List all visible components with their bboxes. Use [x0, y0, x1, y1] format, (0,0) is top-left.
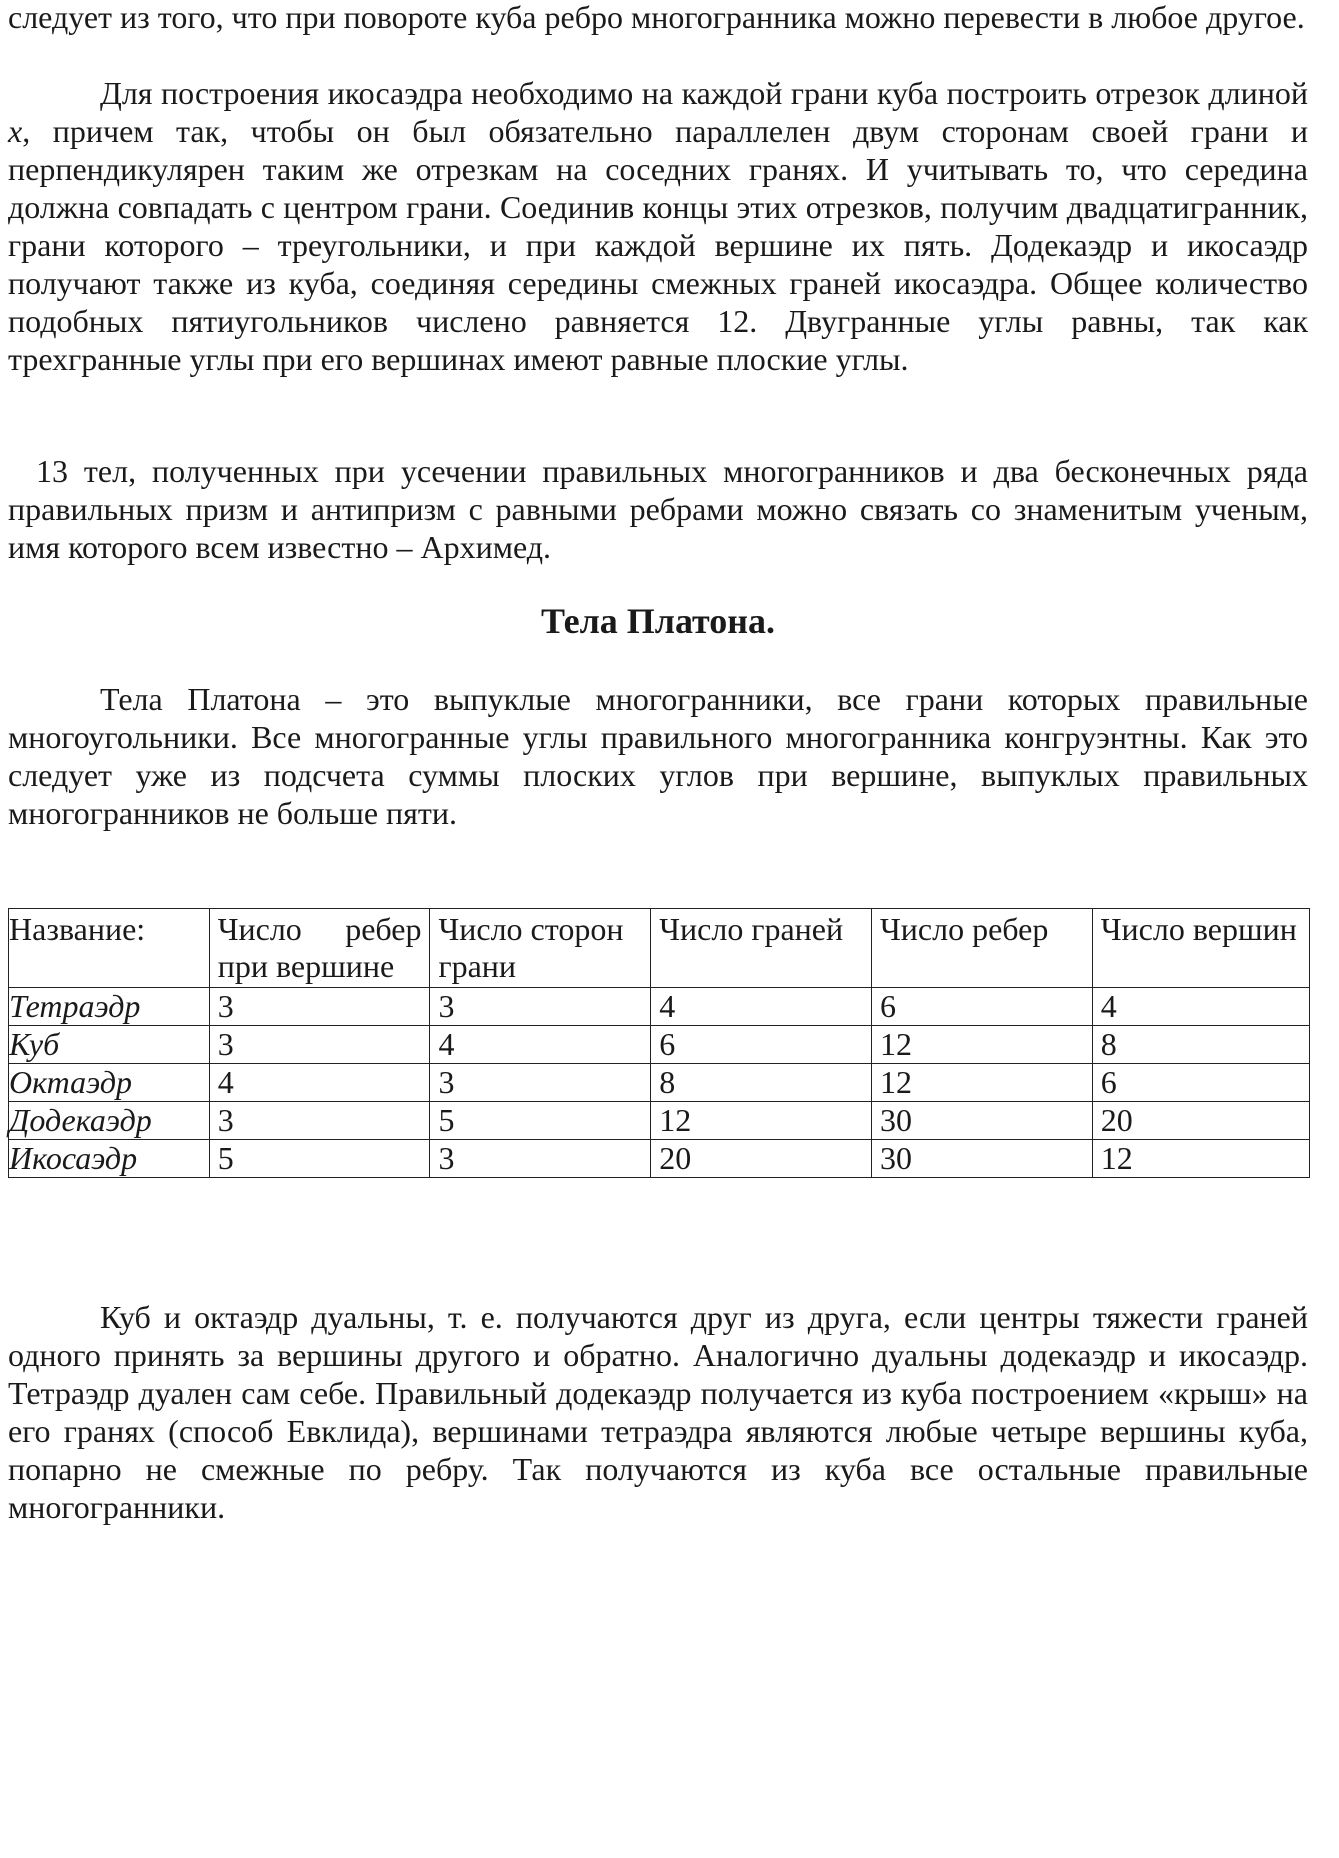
header-sides-per-face: Число сторон грани — [430, 909, 651, 988]
platonic-solids-table-wrapper — [8, 908, 1310, 1178]
table-row — [9, 1140, 1310, 1178]
header-vertices: Число вершин — [1092, 909, 1309, 988]
cell-value: 4 — [651, 988, 872, 1026]
cell-solid-name: Октаэдр — [9, 1064, 210, 1102]
table-row — [9, 1026, 1310, 1064]
header-edges-per-vertex: Число ребер при вершине — [209, 909, 430, 988]
cell-value: 3 — [209, 988, 430, 1026]
cell-solid-name: Икосаэдр — [9, 1140, 210, 1178]
cell-value: 8 — [1092, 1026, 1309, 1064]
cell-value: 20 — [651, 1140, 872, 1178]
cell-value: 6 — [651, 1026, 872, 1064]
table-row — [9, 988, 1310, 1026]
cell-value: 4 — [430, 1026, 651, 1064]
paragraph-continuation: следует из того, что при повороте куба ребро многогранника можно перевести в любое другое. — [8, 0, 1305, 35]
cell-value: 3 — [430, 1064, 651, 1102]
cell-value: 30 — [871, 1102, 1092, 1140]
cell-solid-name: Куб — [9, 1026, 210, 1064]
table-header-row — [9, 909, 1310, 988]
paragraph-duality: Куб и октаэдр дуальны, т. е. получаются друг из друга, если центры тяжести граней одного принять за вершины другого и обратно. Аналогично дуальны додекаэдр и икосаэдр. Тетраэдр дуален сам себе. Правильный додекаэдр получается из куба построением «крыш» на его гранях (способ Евклида), вершинами тетраэдра являются любые четыре вершины куба, попарно не смежные по ребру. Так получаются из куба все остальные правильные многогранники. — [8, 1299, 1308, 1525]
table-row — [9, 1064, 1310, 1102]
cell-solid-name: Тетраэдр — [9, 988, 210, 1026]
cell-value: 6 — [871, 988, 1092, 1026]
cell-value: 8 — [651, 1064, 872, 1102]
cell-value: 20 — [1092, 1102, 1309, 1140]
paragraph-platonic-definition: Тела Платона – это выпуклые многогранники, все грани которых правильные многоугольники. Все многогранные углы правильного многогранника конгруэнтны. Как это следует уже из подсчета суммы плоских углов при вершине, выпуклых правильных многогранников не больше пяти. — [8, 681, 1308, 831]
cell-value: 12 — [871, 1026, 1092, 1064]
cell-value: 12 — [871, 1064, 1092, 1102]
paragraph-text-start: Для построения икосаэдра необходимо на каждой грани куба построить отрезок длиной — [100, 75, 1308, 111]
header-name: Название: — [9, 909, 210, 988]
platonic-solids-table — [8, 908, 1310, 1178]
cell-value: 6 — [1092, 1064, 1309, 1102]
cell-value: 12 — [1092, 1140, 1309, 1178]
cell-value: 3 — [209, 1026, 430, 1064]
cell-value: 5 — [209, 1140, 430, 1178]
cell-value: 3 — [430, 988, 651, 1026]
section-heading: Тела Платона. — [540, 601, 776, 641]
cell-value: 4 — [209, 1064, 430, 1102]
cell-solid-name: Додекаэдр — [9, 1102, 210, 1140]
cell-value: 3 — [430, 1140, 651, 1178]
cell-value: 4 — [1092, 988, 1309, 1026]
header-faces: Число граней — [651, 909, 872, 988]
cell-value: 5 — [430, 1102, 651, 1140]
cell-value: 30 — [871, 1140, 1092, 1178]
cell-value: 3 — [209, 1102, 430, 1140]
table-row — [9, 1102, 1310, 1140]
cell-value: 12 — [651, 1102, 872, 1140]
paragraph-icosahedron-construction — [8, 74, 1308, 378]
paragraph-archimedes: 13 тел, полученных при усечении правильных многогранников и два бесконечных ряда правильных призм и антипризм с равными ребрами можно связать со знаменитым ученым, имя которого всем известно – Архимед. — [8, 453, 1308, 565]
variable-x: x — [8, 113, 23, 149]
paragraph-text-end: , причем так, чтобы он был обязательно параллелен двум сторонам своей грани и перпендикулярен таким же отрезкам на соседних гранях. И учитывать то, что середина должна совпадать с центром грани. Соединив концы этих отрезков, получим двадцатигранник, грани которого – треугольники, и при каждой вершине их пять. Додекаэдр и икосаэдр получают также из куба, соединяя середины смежных граней икосаэдра. Общее количество подобных пятиугольников числено равняется 12. Двугранные углы равны, так как трехгранные углы при его вершинах имеют равные плоские углы. — [8, 113, 1308, 377]
header-edges: Число ребер — [871, 909, 1092, 988]
